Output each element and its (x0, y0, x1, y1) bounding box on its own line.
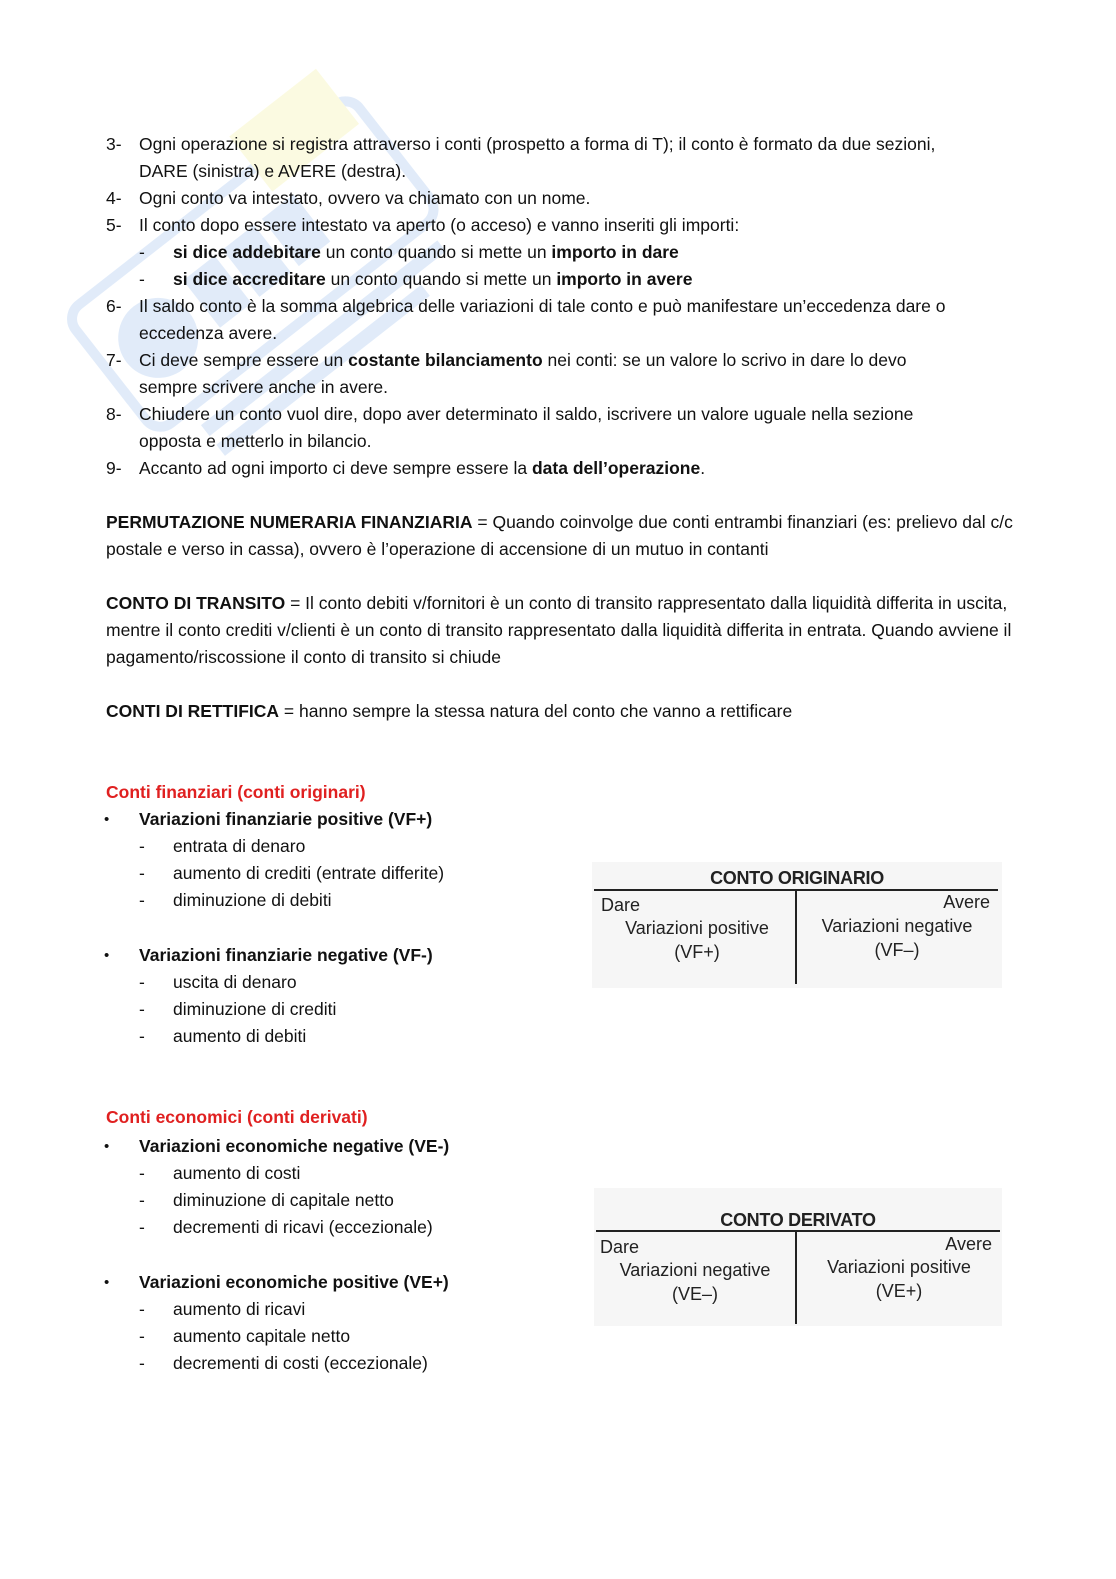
list-number: 8- (106, 404, 122, 424)
t-account-title: CONTO ORIGINARIO (710, 868, 884, 888)
list-text: eccedenza avere. (139, 323, 278, 343)
sub-text: si dice addebitare un conto quando si mette un importo in dare (173, 242, 679, 262)
bullet-marker: • (104, 947, 110, 964)
list-text: sempre scrivere anche in avere. (139, 377, 388, 397)
list-number: 4- (106, 188, 122, 208)
list-number: 7- (106, 350, 122, 370)
heading-conti-finanziari: Conti finanziari (conti originari) (106, 782, 366, 802)
list-text: Il conto dopo essere intestato va aperto (o acceso) e vanno inseriti gli importi: (139, 215, 740, 235)
t-account-title: CONTO DERIVATO (720, 1210, 876, 1230)
dare-label: Dare (601, 895, 641, 915)
bullet-marker: • (104, 1138, 110, 1155)
heading-conti-economici: Conti economici (conti derivati) (106, 1107, 368, 1127)
bullet-marker: • (104, 811, 110, 828)
group-title: Variazioni economiche positive (VE+) (139, 1272, 449, 1292)
list-text: Il saldo conto è la somma algebrica delle variazioni di tale conto e può manifestare un’eccedenza dare o (139, 296, 946, 316)
bullet-marker: • (104, 1274, 110, 1291)
t-account-derivato (594, 1188, 1002, 1326)
t-account-left-cell: Variazioni negative (VE–) (619, 1260, 771, 1304)
definition-conto-transito: CONTO DI TRANSITO = Il conto debiti v/fornitori è un conto di transito rappresentato dalla liquidità differita in uscita, mentre il conto crediti v/clienti è un conto di transito rappresentato dalla liquidità differita in entrata. Quando avviene il pagamento/riscossione il conto di transito si chiude (106, 593, 1012, 667)
list-number: 5- (106, 215, 122, 235)
definition-permutazione: PERMUTAZIONE NUMERARIA FINANZIARIA = Quando coinvolge due conti entrambi finanziari (es: prelievo dal c/c postale e verso in cassa), ovvero è l’operazione di accensione di un mutuo in contanti (106, 512, 1013, 559)
list-text: opposta e metterlo in bilancio. (139, 431, 372, 451)
dash-marker: - (139, 269, 145, 289)
dare-label: Dare (600, 1237, 640, 1257)
sub-text: si dice accreditare un conto quando si mette un importo in avere (173, 269, 693, 289)
list-text: DARE (sinistra) e AVERE (destra). (139, 161, 407, 181)
t-account-hline (596, 1230, 1000, 1232)
list-text: Ci deve sempre essere un costante bilanciamento nei conti: se un valore lo scrivo in dare lo devo (139, 350, 907, 370)
avere-label: Avere (945, 1234, 992, 1254)
list-text: Chiudere un conto vuol dire, dopo aver determinato il saldo, iscrivere un valore uguale nella sezione (139, 404, 914, 424)
t-account-vline (795, 1231, 797, 1324)
list-number: 3- (106, 134, 122, 154)
list-number: 6- (106, 296, 122, 316)
group-title: Variazioni finanziarie positive (VF+) (139, 809, 433, 829)
group-title: Variazioni finanziarie negative (VF-) (139, 945, 433, 965)
t-account-originario (592, 862, 1002, 988)
t-account-left-cell: Variazioni positive (VF+) (625, 918, 769, 962)
avere-label: Avere (943, 892, 990, 912)
t-account-right-cell: Variazioni positive (VE+) (827, 1257, 971, 1301)
list-text: Ogni conto va intestato, ovvero va chiamato con un nome. (139, 188, 591, 208)
t-account-right-cell: Variazioni negative (VF–) (821, 916, 973, 960)
list-number: 9- (106, 458, 122, 478)
list-text: Accanto ad ogni importo ci deve sempre essere la data dell’operazione. (139, 458, 706, 478)
list-text: Ogni operazione si registra attraverso i conti (prospetto a forma di T); il conto è formato da due sezioni, (139, 134, 936, 154)
t-account-vline (795, 890, 797, 984)
definition-conti-rettifica: CONTI DI RETTIFICA = hanno sempre la stessa natura del conto che vanno a rettificare (106, 701, 793, 721)
group-title: Variazioni economiche negative (VE-) (139, 1136, 450, 1156)
dash-marker: - (139, 242, 145, 262)
